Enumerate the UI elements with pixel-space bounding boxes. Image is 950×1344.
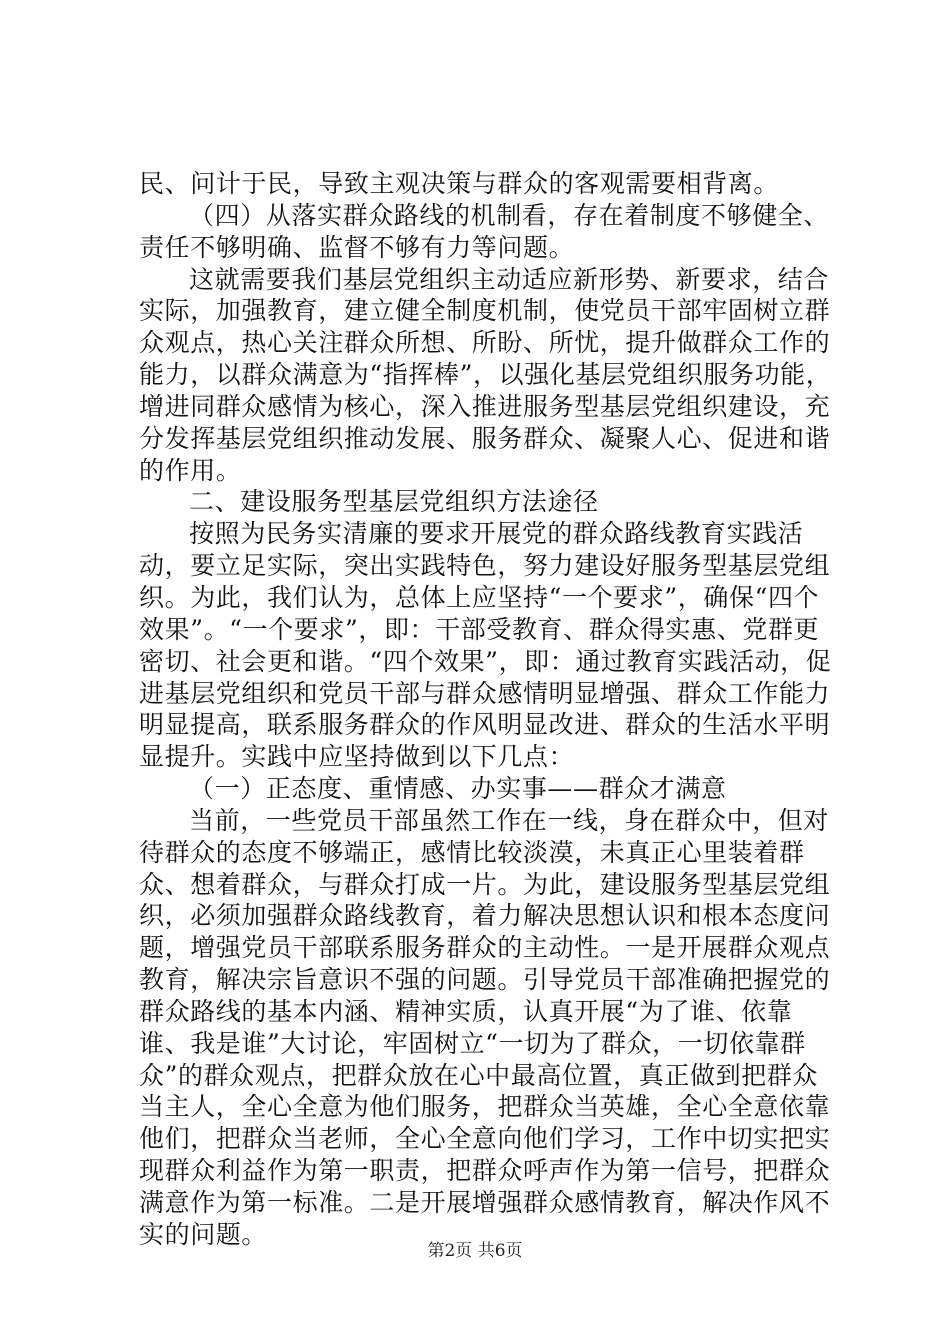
section-heading-methods: 二、建设服务型基层党组织方法途径 [189, 487, 599, 517]
paragraph-continuation: 民、问计于民，导致主观决策与群众的客观需要相背离。 [139, 169, 780, 198]
subsection-heading-attitude: （一）正态度、重情感、办实事——群众才满意 [189, 774, 727, 804]
paragraph-current-issues: 当前，一些党员干部虽然工作在一线，身在群众中，但对待群众的态度不够端正，感情比较淡漠，未真正心里装着群众、想着群众，与群众打成一片。为此，建设服务型基层党组织，必须加强群众路线教育，着力解决思想认识和根本态度问题，增强党员干部联系服务群众的主动性。一是开展群众观点教育，解决宗旨意识不强的问题。引导党员干部准确把握党的群众路线的基本内涵、精神实质，认真开展“为了谁、依靠谁、我是谁”大讨论，牢固树立“一切为了群众，一切依靠群众”的群众观点，把群众放在心中最高位置，真正做到把群众当主人，全心全意为他们服务，把群众当英雄，全心全意依靠他们，把群众当老师，全心全意向他们学习，工作中切实把实现群众利益作为第一职责，把群众呼声作为第一信号，把群众满意作为第一标准。二是开展增强群众感情教育，解决作风不实的问题。 [139, 805, 831, 1249]
page-footer [0, 1240, 950, 1262]
paragraph-requirements: 这就需要我们基层党组织主动适应新形势、新要求，结合实际，加强教育，建立健全制度机制，使党员干部牢固树立群众观点，热心关注群众所想、所盼、所忧，提升做群众工作的能力，以群众满意为“指挥棒”，以强化基层党组织服务功能，增进同群众感情为核心，深入推进服务型基层党组织建设，充分发挥基层党组织推动发展、服务群众、凝聚人心、促进和谐的作用。 [139, 264, 832, 485]
document-body [139, 168, 839, 1251]
paragraph-mechanism-issue: （四）从落实群众路线的机制看，存在着制度不够健全、责任不够明确、监督不够有力等问题。 [139, 200, 830, 262]
page-number-label: 第2页 共6页 [427, 1241, 523, 1261]
paragraph-one-requirement-four-effects: 按照为民务实清廉的要求开展党的群众路线教育实践活动，要立足实际，突出实践特色，努力建设好服务型基层党组织。为此，我们认为，总体上应坚持“一个要求”，确保“四个效果”。“一个要求”，即：干部受教育、群众得实惠、党群更密切、社会更和谐。“四个效果”，即：通过教育实践活动，促进基层党组织和党员干部与群众感情明显增强、群众工作能力明显提高，联系服务群众的作风明显改进、群众的生活水平明显提升。实践中应坚持做到以下几点： [139, 519, 832, 772]
